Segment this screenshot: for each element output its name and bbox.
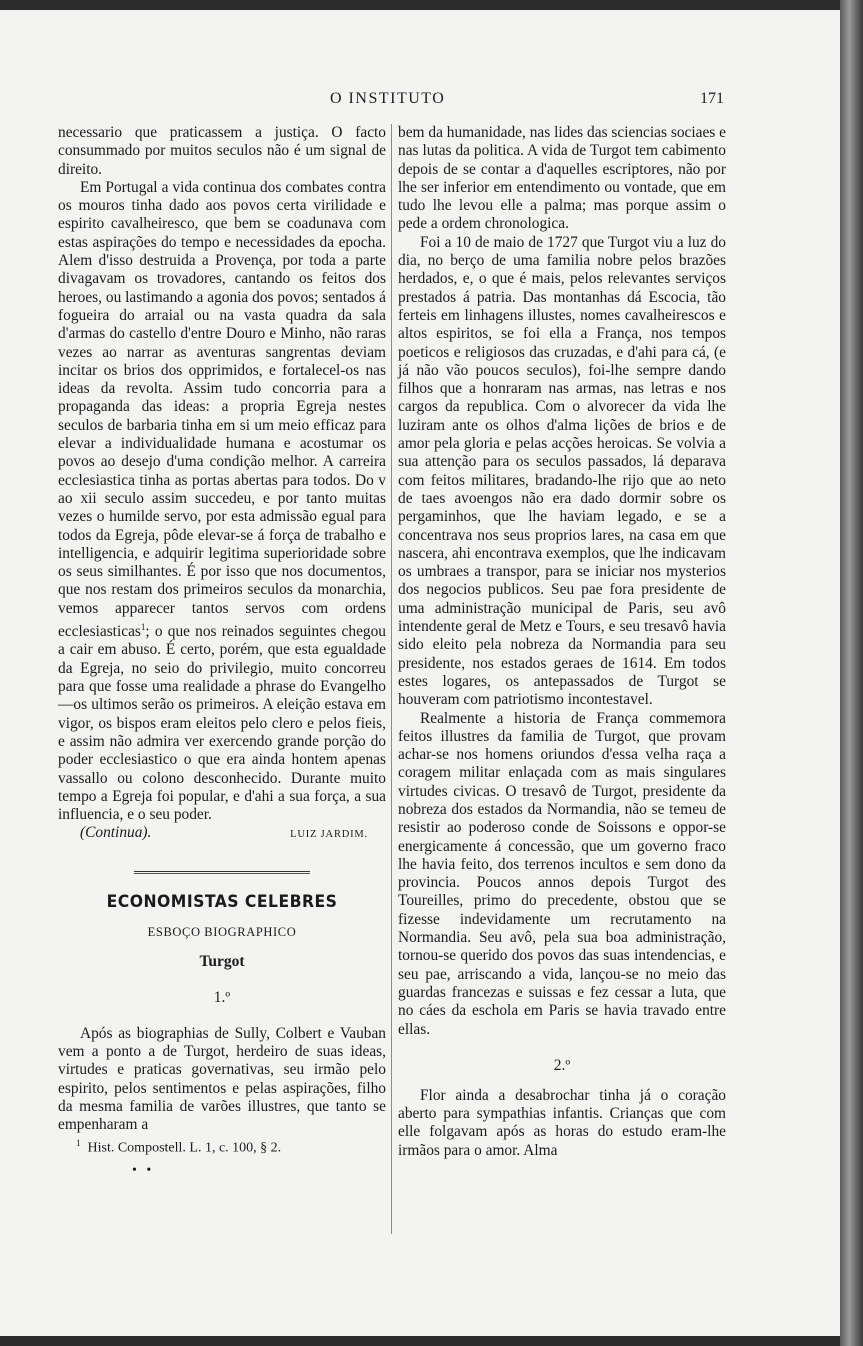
section-heading: ECONOMISTAS CELEBRES: [106, 891, 338, 912]
right-column: [398, 124, 726, 1160]
author-signature: LUIZ JARDIM.: [290, 829, 368, 841]
page-number: 171: [700, 90, 724, 107]
paragraph-birth: Foi a 10 de maio de 1727 que Turgot viu a luz do dia, no berço de uma familia nobre pelos brazões herdados, e, o que é mais, pelos relevantes serviços prestados á patria. Das montanhas dá Escocia, tão ferteis em linhagens illustes, nomes cavalheirescos e altos espiritos, se foi ella a França, nos tempos poeticos e religiosos das cruzadas, e d'ahi para cá, (e já não vão poucos seculos), foi-lhe sempre dando filhos que a honraram nas armas, nas letras e nos cargos da republica. Com o alvorecer da vida lhe luziram ante os olhos d'alma lições de brios e de amor pela gloria e pelas acções heroicas. Se volvia a sua attenção para os seculos passados, lá deparava com feitos militares, bradando-lhe rijo que ao neto de taes avoengos não era dado dormir sobre os pergaminhos, que lhe haviam legado, e se a concentrava nos seus proprios lares, na casa em que nascera, ahi encontrava exemplos, que lhe indicavam os umbraes a transpor, para se iniciar nos mysterios dos negocios publicos. Seu pae fora presidente de uma administração municipal de Paris, seu avô intendente geral de Metz e Tours, e seu tresavô havia sido eleito pela nobreza da Normandia para seu presidente, nos estados geraes de 1614. Em todos estes logares, os antepassados de Turgot se houveram com patriotismo incontestavel.: [398, 233, 726, 709]
footnote-text: Hist. Compostell. L. 1, c. 100, § 2.: [87, 1141, 282, 1157]
divider-rule: [134, 871, 310, 874]
section-subtitle: ESBOÇO BIOGRAPHICO: [147, 924, 297, 939]
section-number: 1.º: [213, 988, 231, 1006]
section-divider: [58, 845, 386, 883]
paragraph-humanidade: bem da humanidade, nas lides das sciencias sociaes e nas lutas da politica. A vida de Turgot tem cabimento depois de se contar a d'aquelles escriptores, não por lhe ser inferior em entendimento ou vontade, que em tudo lhe levou elle a palma; mas porque assim o pede a ordem chronologica.: [398, 124, 726, 233]
paragraph-turgot-intro: Após as biographias de Sully, Colbert e Vauban vem a ponto a de Turgot, herdeiro de suas ideas, virtudes e praticas governativas, seu irmão pelo espirito, pelos sentimentos e pelas aspirações, filho da mesma familia de varões illustres, que tanto se empenharam a: [58, 1024, 386, 1134]
paragraph-portugal-text: Em Portugal a vida continua dos combates contra os mouros tinha dado aos povos certa virilidade e espirito cavalheiresco, que bem se coadunava com estas aspirações do tempo e necessidades da epocha. Alem d'isso destruida a Provença, por toda a parte divagavam os trovadores, cantando os feitos dos heroes, ou lastimando a agonia dos povos; sentados á fogueira do arraial ou na vasta quadra da sala d'armas do castello d'entre Douro e Minho, não raras vezes ao narrar as aventuras sangrentas deviam incitar os brios dos opprimidos, e fortalecel-os nas ideas da revolta. Assim tudo concorria para a propaganda das ideas: a propria Egreja nestes seculos de barbaria tinha em si um meio efficaz para elevar a individualidade humana e acostumar os povos ao desejo d'uma condição melhor. A carreira ecclesiastica tinha as portas abertas para todos. Do v ao xii seculo assim succedeu, e por tanto muitas vezes o humilde servo, por esta admissão egual para todos da Egreja, pôde elevar-se á força de trabalho e intelligencia, e adquirir legitima superioridade sobre os seus similhantes. É por isso que nos documentos, que nos restam dos primeiros seculos da monarchia, vemos apparecer tantos servos com ordens ecclesiasticas: [58, 178, 386, 641]
book-page: [0, 10, 844, 1336]
signoff: [58, 824, 386, 844]
section-name: Turgot: [199, 952, 245, 970]
column-rule: [391, 124, 392, 1234]
section-number-2: 2.º: [553, 1056, 571, 1074]
running-head: [0, 80, 844, 106]
paragraph-portugal: [58, 179, 386, 825]
footnote-mark: 1: [76, 1138, 81, 1149]
left-column: [58, 124, 386, 1181]
paragraph-continued: necessario que praticassem a justiça. O facto consummado por muitos seculos não é um signal de direito.: [58, 124, 386, 178]
journal-title: O INSTITUTO: [330, 90, 446, 107]
footnote-dots: • •: [132, 1163, 155, 1179]
footnote: [58, 1134, 386, 1158]
paragraph-portugal-end: ; o que nos reinados seguintes chegou a cair em abuso. É certo, porém, que esta egualdade da Egreja, no seio do privilegio, muito concorreu para que fosse uma realidade a phrase do Evangelho—os ultimos serão os primeiros. A eleição estava em vigor, os bispos eram eleitos pelo clero e pelos fieis, e assim não admira ver exercendo grande porção do poder ecclesiastico o que era ainda hontem apenas vassallo ou colono desconhecido. Durante muito tempo a Egreja foi popular, e d'ahi a sua força, a sua influencia, e o seu poder.: [58, 623, 386, 824]
continua-note: (Continua).: [80, 824, 152, 842]
footnote-ref: 1: [140, 622, 146, 633]
paragraph-family: Realmente a historia de França commemora feitos illustres da familia de Turgot, que provam achar-se nos homens oriundos d'essa velha raça a coragem militar enlaçada com as mais singulares virtudes civicas. O tresavô de Turgot, presidente da nobreza dos estados da Normandia, não se temeu de resistir ao poderoso conde de Soissons e oppor-se energicamente á concessão, que um governo fraco lhe havia feito, dos terrenos incultos e sem dono da provincia. Poucos annos depois Turgot des Toureilles, primo do precedente, obstou que se fizesse indevidamente um recrutamento na Normandia. Seu avô, pela sua boa administração, tornou-se querido dos povos das suas intendencias, e seu pae, arriscando a vida, lançou-se no meio das guardas francezas e suissas e fez cessar a luta, que no cáes da eschola em Paris se havia travado entre ellas.: [398, 709, 726, 1038]
page-edge: [840, 0, 863, 1346]
paragraph-childhood: Flor ainda a desabrochar tinha já o coração aberto para sympathias infantis. Crianças que com elle folgavam após as horas do estudo eram-lhe irmãos para o amor. Alma: [398, 1086, 726, 1159]
